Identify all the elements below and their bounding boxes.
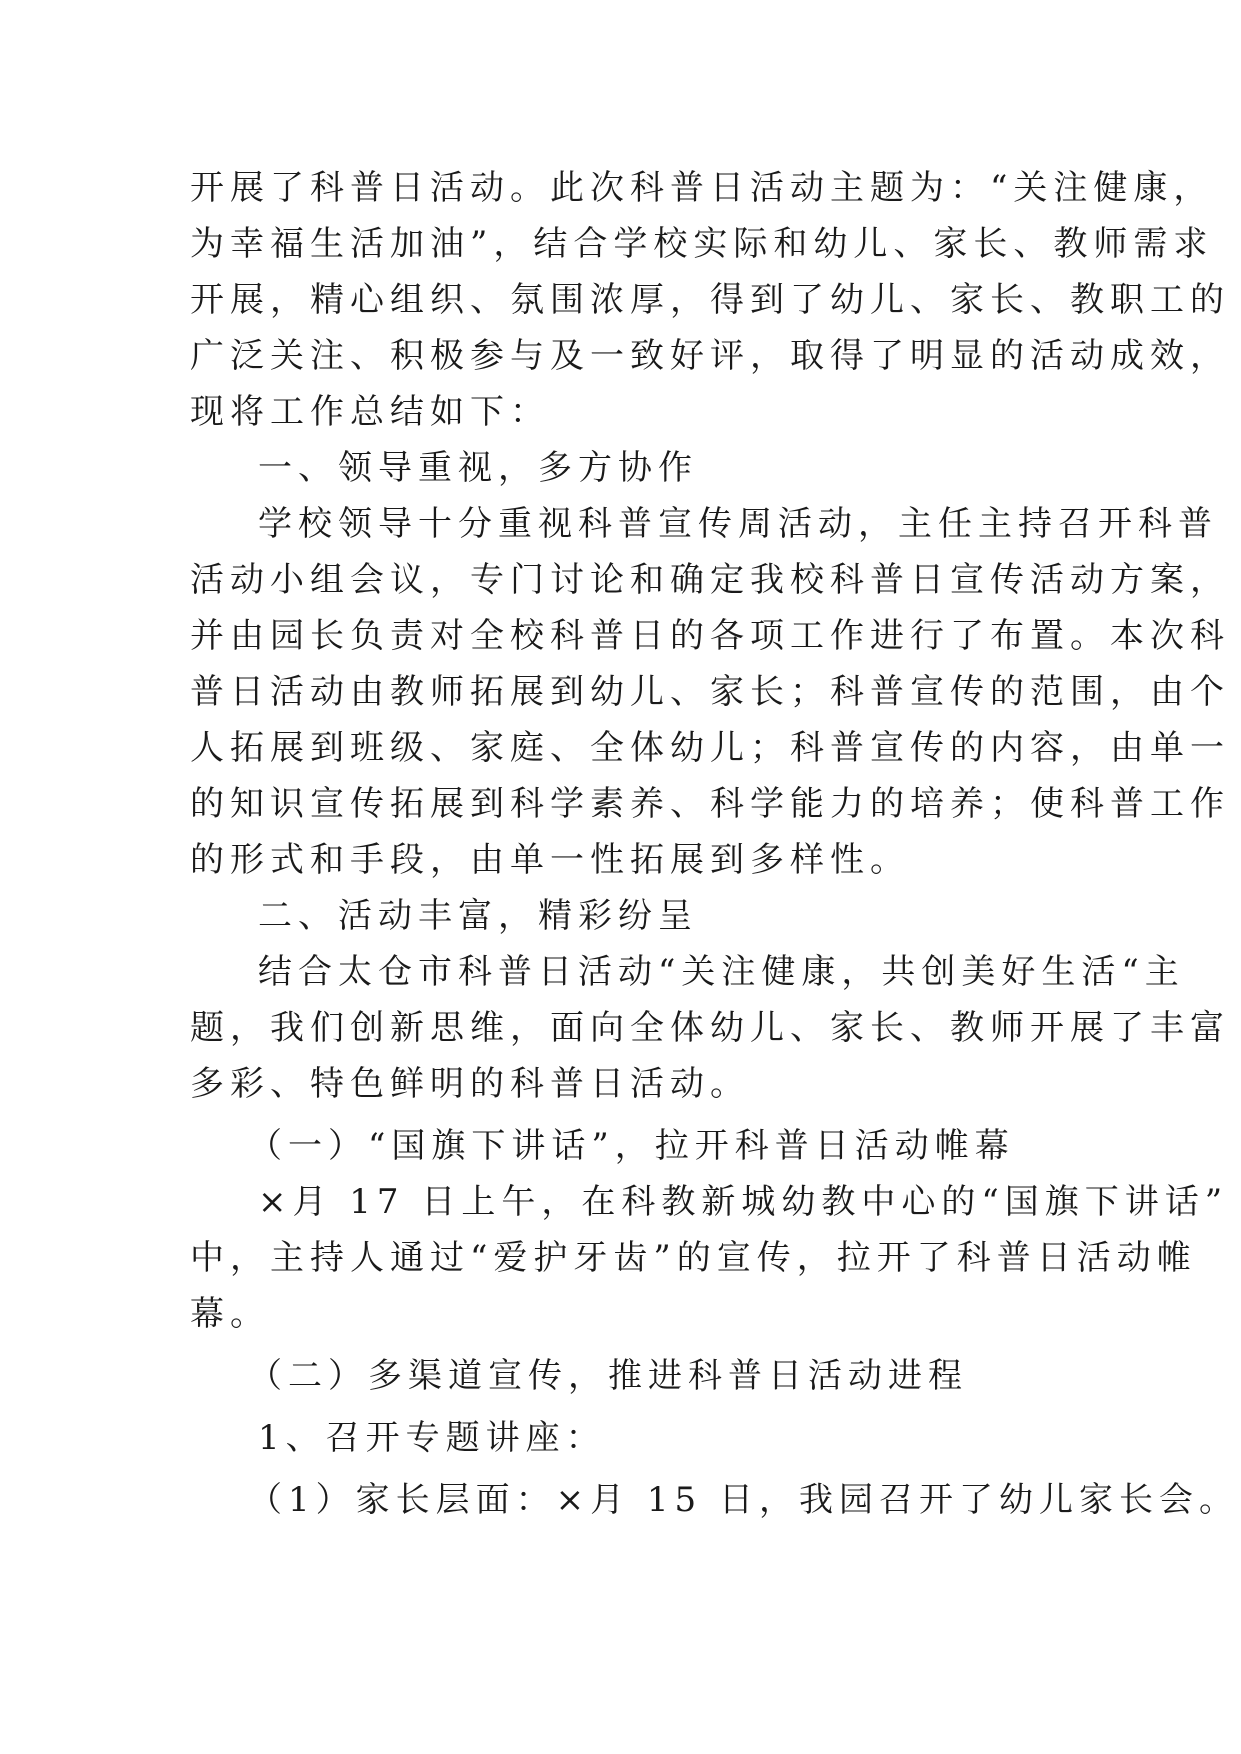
paragraph-line: 活动小组会议，专门讨论和确定我校科普日宣传活动方案， <box>190 560 1230 600</box>
paragraph-line: 人拓展到班级、家庭、全体幼儿；科普宣传的内容，由单一 <box>190 728 1230 768</box>
paragraph-line: 广泛关注、积极参与及一致好评，取得了明显的活动成效， <box>190 336 1230 376</box>
subsection-heading: （一）“国旗下讲话”，拉开科普日活动帷幕 <box>248 1126 1015 1166</box>
subsection-heading: （二）多渠道宣传，推进科普日活动进程 <box>248 1356 968 1396</box>
section-heading: 一、领导重视，多方协作 <box>258 448 698 488</box>
paragraph-line: 中，主持人通过“爱护牙齿”的宣传，拉开了科普日活动帷 <box>190 1238 1197 1278</box>
list-item-heading: 1、召开专题讲座： <box>258 1418 606 1458</box>
paragraph-line: 开展，精心组织、氛围浓厚，得到了幼儿、家长、教职工的 <box>190 280 1230 320</box>
document-body <box>190 160 1239 1528</box>
paragraph-line: 的知识宣传拓展到科学素养、科学能力的培养；使科普工作 <box>190 784 1230 824</box>
paragraph-line: 题，我们创新思维，面向全体幼儿、家长、教师开展了丰富 <box>190 1008 1230 1048</box>
paragraph-line: 现将工作总结如下： <box>190 392 550 432</box>
paragraph-line: 并由园长负责对全校科普日的各项工作进行了布置。本次科 <box>190 616 1230 656</box>
paragraph-line: 幕。 <box>190 1294 270 1334</box>
paragraph-line: 开展了科普日活动。此次科普日活动主题为：“关注健康， <box>190 168 1214 208</box>
paragraph-line: （1）家长层面：×月 15 日，我园召开了幼儿家长会。 <box>248 1480 1239 1520</box>
paragraph-line: 为幸福生活加油”，结合学校实际和幼儿、家长、教师需求 <box>190 224 1214 264</box>
paragraph-line: 学校领导十分重视科普宣传周活动，主任主持召开科普 <box>258 504 1218 544</box>
paragraph-line: 普日活动由教师拓展到幼儿、家长；科普宣传的范围，由个 <box>190 672 1230 712</box>
section-heading: 二、活动丰富，精彩纷呈 <box>258 896 698 936</box>
paragraph-line: 多彩、特色鲜明的科普日活动。 <box>190 1064 750 1104</box>
paragraph-line: ×月 17 日上午，在科教新城幼教中心的“国旗下讲话” <box>258 1182 1229 1222</box>
paragraph-line: 的形式和手段，由单一性拓展到多样性。 <box>190 840 910 880</box>
paragraph-line: 结合太仓市科普日活动“关注健康，共创美好生活“主 <box>258 952 1185 992</box>
